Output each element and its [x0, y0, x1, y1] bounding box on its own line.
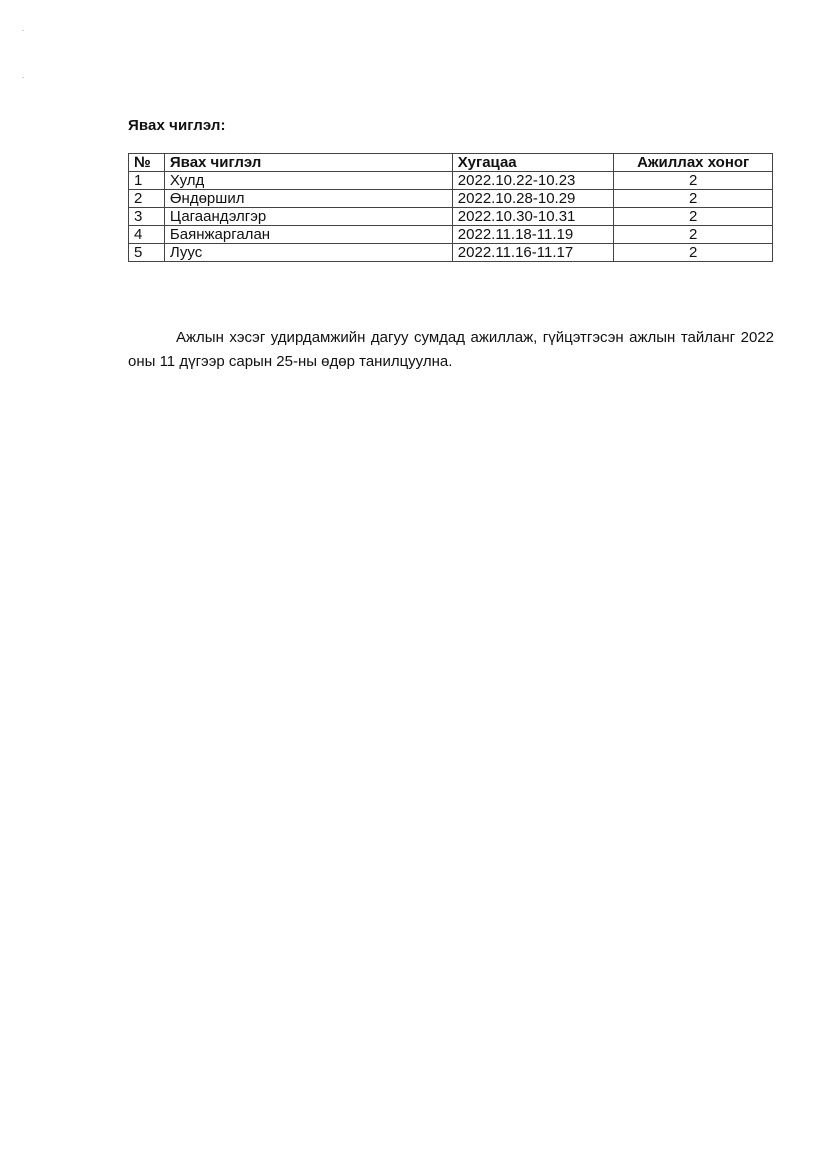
body-paragraph: Ажлын хэсэг удирдамжийн дагуу сумдад ажиллаж, гүйцэтгэсэн ажлын тайланг 2022 оны 11 дүгээр сарын 25-ны өдөр танилцуулна. — [128, 329, 774, 370]
scan-speck — [22, 77, 24, 78]
cell-duration: 2022.11.18-11.19 — [452, 226, 614, 244]
cell-no: 3 — [129, 208, 165, 226]
cell-work-days: 2 — [614, 208, 773, 226]
cell-no: 5 — [129, 244, 165, 262]
header-no: № — [129, 154, 165, 172]
table-row — [129, 244, 773, 262]
table-row — [129, 172, 773, 190]
cell-direction: Баянжаргалан — [164, 226, 452, 244]
cell-direction: Луус — [164, 244, 452, 262]
section-title: Явах чиглэл: — [128, 117, 226, 134]
cell-direction: Цагаандэлгэр — [164, 208, 452, 226]
cell-direction: Хулд — [164, 172, 452, 190]
header-duration: Хугацаа — [452, 154, 614, 172]
table-row — [129, 226, 773, 244]
table-header-row — [129, 154, 773, 172]
table-row — [129, 208, 773, 226]
cell-duration: 2022.10.28-10.29 — [452, 190, 614, 208]
cell-direction: Өндөршил — [164, 190, 452, 208]
cell-duration: 2022.10.30-10.31 — [452, 208, 614, 226]
cell-duration: 2022.10.22-10.23 — [452, 172, 614, 190]
cell-no: 2 — [129, 190, 165, 208]
cell-work-days: 2 — [614, 172, 773, 190]
header-work-days: Ажиллах хоног — [614, 154, 773, 172]
scan-speck — [22, 30, 24, 31]
table-row — [129, 190, 773, 208]
cell-work-days: 2 — [614, 190, 773, 208]
cell-no: 1 — [129, 172, 165, 190]
route-table — [128, 153, 773, 262]
header-direction: Явах чиглэл — [164, 154, 452, 172]
cell-work-days: 2 — [614, 244, 773, 262]
cell-no: 4 — [129, 226, 165, 244]
cell-duration: 2022.11.16-11.17 — [452, 244, 614, 262]
cell-work-days: 2 — [614, 226, 773, 244]
